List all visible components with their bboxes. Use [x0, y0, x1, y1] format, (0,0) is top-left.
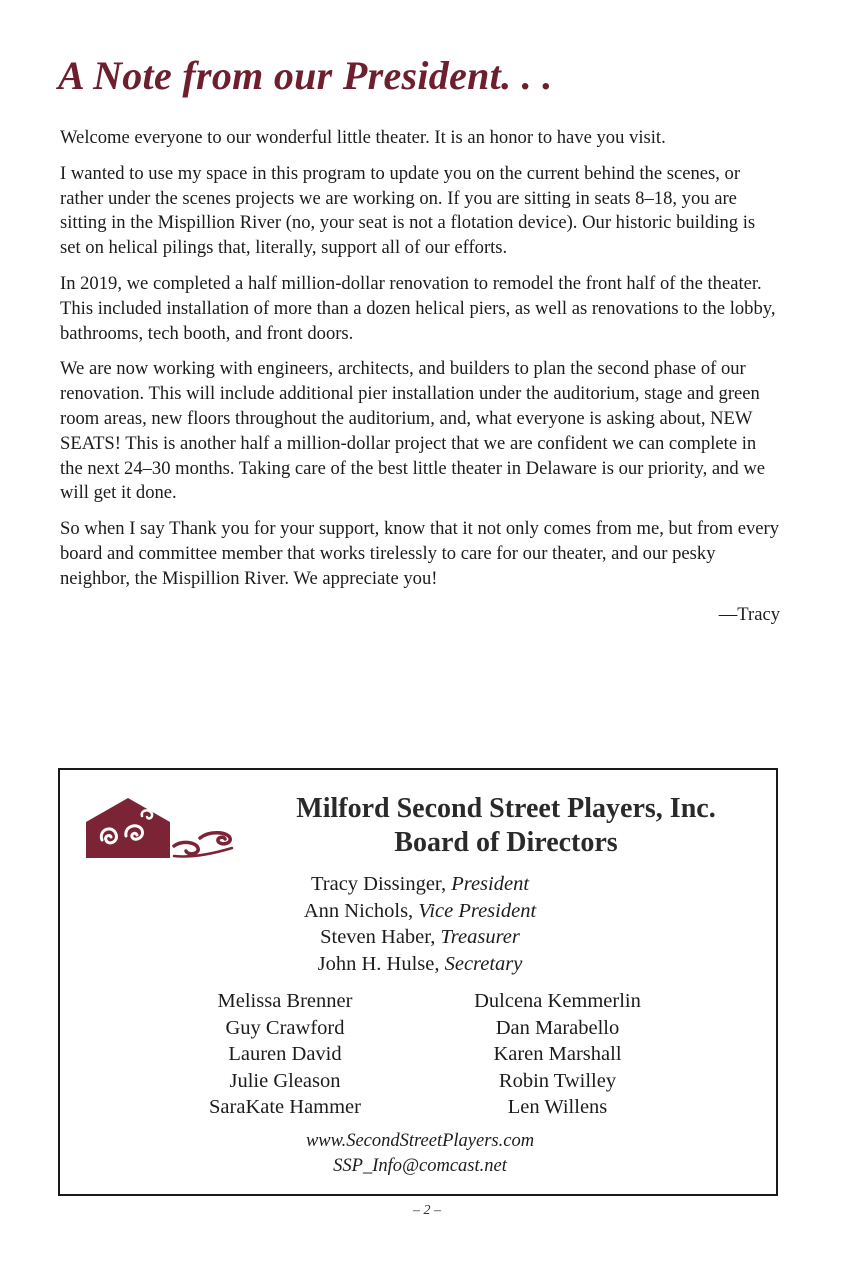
letter-paragraph: I wanted to use my space in this program to update you on the current behind the scenes, or rather under the scenes projects we are working on. If you are sitting in seats 8–18, you are sitting in the Mispillion River (no, your seat is not a flotation device). Our historic building is set on helical pilings that, literally, support all of our efforts. [60, 162, 756, 259]
member-name: Lauren David [228, 1043, 342, 1065]
officer-entry [60, 871, 780, 898]
letter-paragraph: We are now working with engineers, architects, and builders to plan the second phase of our renovation. This will include additional pier installation under the auditorium, stage and green room areas, new floors throughout the auditorium, and, what everyone is asking about, NEW SEATS! This is another half a million-dollar project that we are confident we can complete in the next 24–30 months. Taking care of the best little theater in Delaware is our priority, and we will get it done. [60, 358, 766, 504]
member-name: Len Willens [507, 1096, 608, 1118]
organization-name [246, 792, 766, 860]
letter-paragraph: Welcome everyone to our wonderful little theater. It is an honor to have you visit. [60, 127, 666, 148]
officer-name: Steven Haber, [320, 926, 436, 948]
website-link[interactable]: www.SecondStreetPlayers.com [305, 1131, 535, 1151]
member-name: Julie Gleason [229, 1069, 341, 1092]
member-name: Karen Marshall [493, 1043, 622, 1065]
board-heading: Board of Directors [394, 827, 618, 858]
officers-list [60, 871, 780, 977]
letter-signature: —Tracy [718, 603, 780, 625]
officer-name: Ann Nichols, [303, 899, 414, 922]
theater-logo-icon [82, 796, 252, 860]
member-name: Melissa Brenner [217, 990, 353, 1012]
officer-role: Secretary [444, 952, 523, 975]
member-name: Dan Marabello [495, 1016, 620, 1039]
officer-name: Tracy Dissinger, [310, 873, 447, 895]
page-title: A Note from our President. . . [58, 53, 553, 98]
members-list-right [445, 988, 670, 1121]
officer-role: President [451, 873, 530, 895]
letter-paragraph: So when I say Thank you for your support, know that it not only comes from me, but from every board and committee member that works tirelessly to care for our theater, and our pesky neighbor, the Mispillion River. We appreciate you! [60, 518, 780, 589]
members-list-left [175, 988, 395, 1121]
officer-entry [60, 924, 780, 951]
contact-info [60, 1129, 780, 1178]
member-name: Dulcena Kemmerlin [474, 990, 641, 1012]
member-name: Guy Crawford [225, 1016, 345, 1039]
letter-paragraph: In 2019, we completed a half million-dollar renovation to remodel the front half of the theater. This included installation of more than a dozen helical piers, as well as renovations to the lobby, bathrooms, tech booth, and front doors. [60, 272, 776, 344]
officer-entry [60, 951, 780, 978]
member-name: SaraKate Hammer [209, 1096, 361, 1118]
officer-entry [60, 898, 780, 925]
organization-name-line: Milford Second Street Players, Inc. [296, 793, 716, 824]
officer-role: Treasurer [440, 926, 520, 948]
email-link[interactable]: SSP_Info@comcast.net [333, 1155, 507, 1176]
president-letter [60, 126, 780, 627]
board-of-directors-box [58, 768, 778, 1196]
officer-name: John H. Hulse, [317, 952, 440, 975]
officer-role: Vice President [418, 899, 537, 922]
page-number: – 2 – [413, 1203, 441, 1218]
member-name: Robin Twilley [498, 1069, 617, 1092]
